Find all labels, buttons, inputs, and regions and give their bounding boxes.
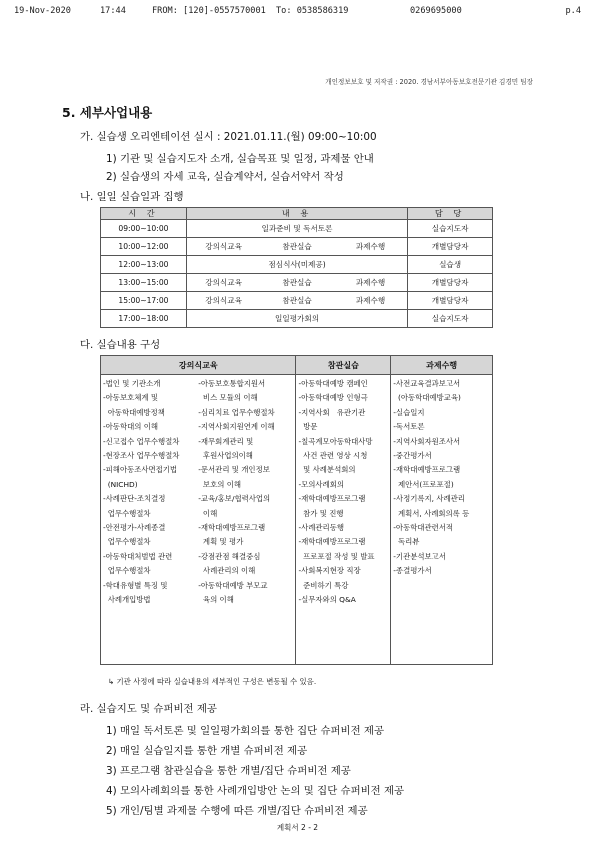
list-item: -학대유형별 특징 및 — [103, 580, 168, 590]
list-item: -아동학대예방 캠페인 — [298, 379, 368, 388]
list-item: -아동학대의 이해 — [103, 422, 158, 432]
copyright-note: 개인정보보호 및 저작권 : 2020. 경남서부아동보호전문기관 김경민 팀장 — [325, 78, 533, 86]
schedule-owner: 개별담당자 — [408, 274, 493, 292]
practice-content-table — [100, 355, 493, 665]
schedule-activity: 참관실습 — [282, 278, 312, 287]
list-item: 비스 모듈의 이해 — [198, 393, 258, 403]
list-item: 계획 및 평가 — [198, 537, 244, 547]
list-item: -재학대예방프로그램 — [198, 523, 266, 533]
list-item: (NICHD) — [103, 479, 138, 489]
list-item: 계획서, 사례회의록 등 — [393, 508, 470, 518]
table-row — [101, 256, 493, 274]
list-item: 독리뷰 — [393, 537, 420, 547]
list-item: -종결평가서 — [393, 566, 432, 576]
list-item: 참가 및 진행 — [298, 508, 344, 518]
list-item: -모의사례회의 — [298, 479, 344, 489]
page-footer: 계획서 2 - 2 — [276, 823, 319, 832]
schedule-time: 09:00~10:00 — [101, 220, 187, 238]
schedule-contents — [186, 310, 407, 328]
list-item: -사정기록지, 사례관리 — [393, 494, 465, 504]
schedule-contents — [186, 274, 407, 292]
supervision-item-2: 2) 매일 실습일지를 통한 개별 슈퍼비전 제공 — [106, 745, 308, 757]
schedule-activity: 강의식교육 — [205, 278, 242, 287]
list-item: 제안서(프로포절) — [393, 479, 454, 489]
schedule-activity: 강의식교육 — [205, 296, 242, 305]
table-row — [101, 220, 493, 238]
list-item: (아동학대예방교육) — [393, 393, 461, 403]
schedule-activity: 점심식사(미제공) — [268, 260, 326, 269]
list-item: 업무수행절차 — [103, 566, 151, 576]
observation-cell — [296, 375, 391, 665]
list-item: -사전교육결과보고서 — [393, 379, 461, 388]
list-item: -칠곡계모아동학대사망 — [298, 436, 373, 446]
schedule-owner: 개별담당자 — [408, 292, 493, 310]
schedule-contents — [186, 220, 407, 238]
fax-from: FROM: [120]-0557570001 — [152, 6, 266, 16]
schedule-contents — [186, 256, 407, 274]
table-row — [101, 274, 493, 292]
lecture-list-2 — [198, 377, 293, 608]
schedule-activity: 과제수행 — [355, 278, 386, 287]
fax-header — [14, 6, 581, 20]
list-item: -피해아동조사면접기법 — [103, 465, 178, 475]
fax-date: 19-Nov-2020 — [14, 6, 71, 16]
schedule-owner: 실습생 — [408, 256, 493, 274]
schedule-time: 13:00~15:00 — [101, 274, 187, 292]
schedule-activity: 과제수행 — [355, 296, 386, 305]
list-item: 준비하기 특강 — [298, 580, 349, 590]
table-header-row — [101, 208, 493, 220]
list-item: 업무수행절차 — [103, 537, 151, 547]
list-item: -아동학대예방 부모교 — [198, 580, 268, 590]
fax-time: 17:44 — [100, 6, 126, 16]
header-lecture: 강의식교육 — [101, 356, 296, 375]
supervision-item-5: 5) 개인/팀별 과제물 수행에 따른 개별/집단 슈퍼비전 제공 — [106, 805, 368, 817]
fax-page: p.4 — [565, 6, 581, 16]
list-item: -심리치료 업무수행절차 — [198, 407, 275, 417]
orientation-item-2: 2) 실습생의 자세 교육, 실습계약서, 실습서약서 작성 — [106, 171, 344, 183]
schedule-contents — [186, 238, 407, 256]
header-observation: 참관실습 — [296, 356, 391, 375]
observation-list — [298, 377, 388, 608]
supervision-heading: 라. 실습지도 및 슈퍼비전 제공 — [80, 703, 217, 715]
list-item: 사례개입방법 — [103, 595, 151, 605]
list-item: -안전평가-사례종결 — [103, 523, 166, 533]
list-item: -사례관리동행 — [298, 523, 344, 533]
list-item: 사건 관련 영상 시청 — [298, 451, 368, 461]
list-item: -강점관점 해결중심 — [198, 551, 261, 561]
list-item: 아동학대예방정책 — [103, 407, 165, 417]
list-item: -법인 및 기관소개 — [103, 379, 161, 388]
daily-schedule-heading: 나. 일일 실습일과 집행 — [80, 191, 184, 203]
header-assignment: 과제수행 — [391, 356, 493, 375]
fax-to: To: 0538586319 — [276, 6, 349, 16]
list-item: -사회복지현장 직장 — [298, 566, 361, 576]
schedule-activity: 참관실습 — [282, 296, 312, 305]
list-item: 사례관리의 이해 — [198, 566, 256, 576]
list-item: 및 사례분석회의 — [298, 465, 356, 475]
list-item: -교육/홍보/협력사업의 — [198, 494, 271, 504]
schedule-time: 12:00~13:00 — [101, 256, 187, 274]
fax-number: 0269695000 — [410, 6, 462, 16]
schedule-activity: 일일평가회의 — [275, 314, 320, 323]
header-contents: 내 용 — [186, 208, 407, 220]
list-item: 이해 — [198, 508, 218, 518]
list-item: -실무자와의 Q&A — [298, 595, 356, 605]
schedule-activity: 강의식교육 — [205, 242, 242, 251]
list-item: 업무수행절차 — [103, 508, 151, 518]
schedule-owner: 실습지도자 — [408, 220, 493, 238]
schedule-owner: 개별담당자 — [408, 238, 493, 256]
list-item: -독서토론 — [393, 422, 425, 432]
supervision-item-1: 1) 매일 독서토론 및 일일평가회의를 통한 집단 슈퍼비전 제공 — [106, 725, 384, 737]
schedule-activity: 참관실습 — [282, 242, 312, 251]
schedule-owner: 실습지도자 — [408, 310, 493, 328]
header-owner: 담 당 — [408, 208, 493, 220]
list-item: 후원사업의이해 — [198, 451, 253, 461]
list-item: -지역사회자원조사서 — [393, 436, 461, 446]
list-item: 프로포절 작성 및 발표 — [298, 551, 375, 561]
list-item: -재학대예방프로그램 — [298, 494, 366, 504]
supervision-item-4: 4) 모의사례회의를 통한 사례개입방안 논의 및 집단 슈퍼비전 제공 — [106, 785, 405, 797]
list-item: -아동학대처벌법 관련 — [103, 551, 173, 561]
schedule-activity: 일과준비 및 독서토론 — [261, 224, 333, 233]
list-item: -재무회계관리 및 — [198, 436, 254, 446]
schedule-time: 15:00~17:00 — [101, 292, 187, 310]
schedule-time: 17:00~18:00 — [101, 310, 187, 328]
list-item: -재학대예방프로그램 — [393, 465, 461, 475]
list-item: -아동학대예방 인형극 — [298, 393, 368, 403]
assignment-list — [393, 377, 490, 579]
table-row — [101, 310, 493, 328]
list-item: -현장조사 업무수행절차 — [103, 451, 180, 461]
list-item: -아동보호통합지원서 — [198, 379, 266, 388]
orientation-heading: 가. 실습생 오리엔테이션 실시 : 2021.01.11.(월) 09:00~10:00 — [80, 131, 377, 143]
section-title: 5. 세부사업내용 — [62, 105, 153, 120]
list-item: -기관분석보고서 — [393, 551, 446, 561]
lecture-cell — [101, 375, 296, 665]
header-time: 시 간 — [101, 208, 187, 220]
list-item: -아동학대관련서적 — [393, 523, 454, 533]
list-item: -사례판단-조치결정 — [103, 494, 166, 504]
list-item: -재학대예방프로그램 — [298, 537, 366, 547]
list-item: 육의 이해 — [198, 595, 234, 605]
table-row — [101, 292, 493, 310]
list-item: -신고접수 업무수행절차 — [103, 436, 180, 446]
list-item: -아동보호체계 및 — [103, 393, 158, 403]
list-item: 보호의 이해 — [198, 479, 241, 489]
table-row — [101, 238, 493, 256]
table-header-row — [101, 356, 493, 375]
schedule-contents — [186, 292, 407, 310]
schedule-activity: 과제수행 — [355, 242, 386, 251]
list-item: -중간평가서 — [393, 451, 432, 461]
daily-schedule-table — [100, 207, 493, 328]
schedule-time: 10:00~12:00 — [101, 238, 187, 256]
orientation-item-1: 1) 기관 및 실습지도자 소개, 실습목표 및 일정, 과제물 안내 — [106, 153, 374, 165]
list-item: -지역사회 유관기관 — [298, 407, 366, 417]
practice-content-heading: 다. 실습내용 구성 — [80, 339, 161, 351]
assignment-cell — [391, 375, 493, 665]
list-item: -문서관리 및 개인정보 — [198, 465, 270, 475]
lecture-list-1 — [103, 377, 198, 608]
list-item: 방문 — [298, 422, 318, 432]
list-item: -실습일지 — [393, 407, 425, 417]
supervision-item-3: 3) 프로그램 참관실습을 통한 개별/집단 슈퍼비전 제공 — [106, 765, 351, 777]
list-item: -지역사회지원연계 이해 — [198, 422, 275, 432]
content-note: ↳ 기관 사정에 따라 실습내용의 세부적인 구성은 변동될 수 있음. — [108, 677, 317, 686]
